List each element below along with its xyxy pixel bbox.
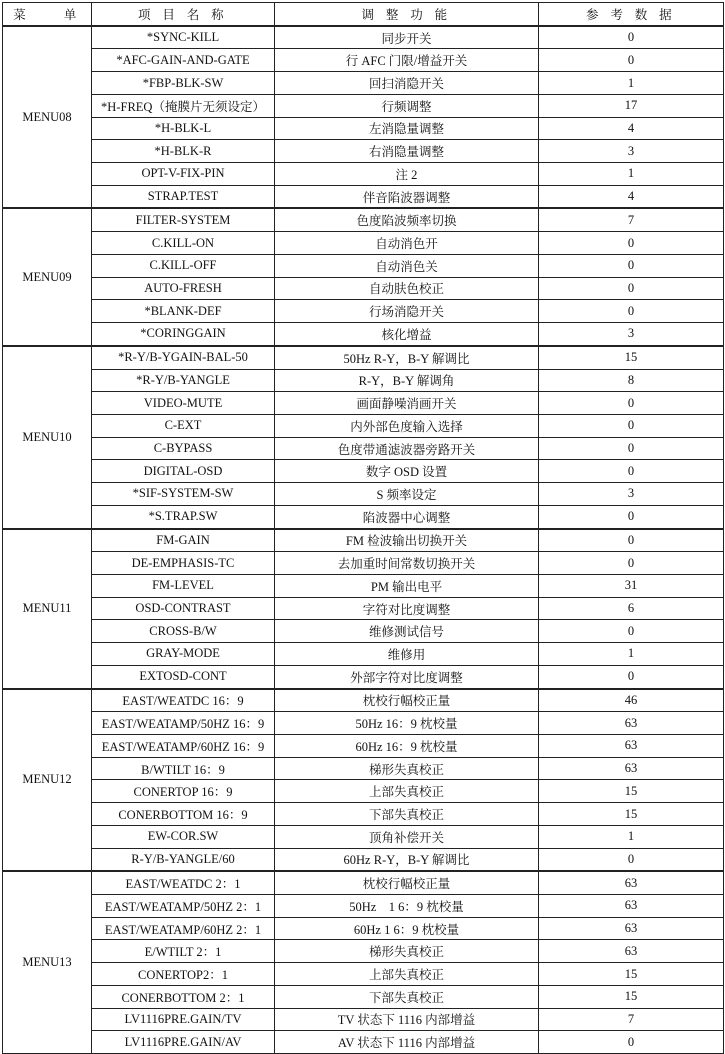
table-row	[3, 49, 724, 72]
item-name-cell: *SIF-SYSTEM-SW	[92, 483, 275, 506]
table-row	[3, 300, 724, 323]
table-row	[3, 940, 724, 963]
reference-value-cell: 0	[539, 277, 724, 300]
function-cell: 外部字符对比度调整	[275, 665, 539, 688]
item-name-cell: CONERBOTTOM 16：9	[92, 803, 275, 826]
item-name-cell: *S.TRAP.SW	[92, 505, 275, 528]
reference-value-cell: 63	[539, 757, 724, 780]
reference-value-cell: 7	[539, 208, 724, 231]
item-name-cell: LV1116PRE.GAIN/TV	[92, 1008, 275, 1031]
item-name-cell: STRAP.TEST	[92, 185, 275, 208]
item-name-cell: EAST/WEATAMP/60HZ 2：1	[92, 917, 275, 940]
reference-value-cell: 63	[539, 917, 724, 940]
item-name-cell: GRAY-MODE	[92, 643, 275, 666]
function-cell: 画面静噪消画开关	[275, 392, 539, 415]
reference-value-cell: 4	[539, 185, 724, 208]
item-name-cell: C.KILL-OFF	[92, 254, 275, 277]
menu-cell: MENU09	[3, 208, 92, 345]
header-function: 调 整 功 能	[275, 3, 539, 26]
function-cell: 维修测试信号	[275, 620, 539, 643]
reference-value-cell: 4	[539, 117, 724, 140]
menu-cell: MENU10	[3, 346, 92, 529]
reference-value-cell: 8	[539, 369, 724, 392]
function-cell: 陷波器中心调整	[275, 505, 539, 528]
reference-value-cell: 0	[539, 505, 724, 528]
table-row	[3, 94, 724, 117]
header-reference-value: 参 考 数 据	[539, 3, 724, 26]
table-row	[3, 117, 724, 140]
function-cell: 回扫消隐开关	[275, 72, 539, 95]
function-cell: 核化增益	[275, 323, 539, 346]
function-cell: FM 检波输出切换开关	[275, 529, 539, 552]
reference-value-cell: 0	[539, 232, 724, 255]
table-row	[3, 574, 724, 597]
function-cell: S 频率设定	[275, 483, 539, 506]
table-row	[3, 1008, 724, 1031]
function-cell: 维修用	[275, 643, 539, 666]
function-cell: 60Hz 1 6：9 枕校量	[275, 917, 539, 940]
function-cell: 下部失真校正	[275, 985, 539, 1008]
table-row	[3, 392, 724, 415]
reference-value-cell: 15	[539, 780, 724, 803]
reference-value-cell: 63	[539, 871, 724, 894]
function-cell: 50Hz 16：9 枕校量	[275, 712, 539, 735]
reference-value-cell: 0	[539, 529, 724, 552]
menu-settings-table	[2, 2, 724, 1054]
item-name-cell: *R-Y/B-YGAIN-BAL-50	[92, 346, 275, 369]
function-cell: 自动消色开	[275, 232, 539, 255]
reference-value-cell: 3	[539, 140, 724, 163]
function-cell: 注 2	[275, 163, 539, 186]
table-row	[3, 185, 724, 208]
function-cell: 左消隐量调整	[275, 117, 539, 140]
table-row	[3, 803, 724, 826]
reference-value-cell: 0	[539, 392, 724, 415]
function-cell: 顶角补偿开关	[275, 825, 539, 848]
item-name-cell: C-BYPASS	[92, 437, 275, 460]
table-body	[3, 26, 724, 1054]
reference-value-cell: 0	[539, 552, 724, 575]
table-row	[3, 963, 724, 986]
function-cell: 上部失真校正	[275, 963, 539, 986]
item-name-cell: EXTOSD-CONT	[92, 665, 275, 688]
item-name-cell: EW-COR.SW	[92, 825, 275, 848]
function-cell: 数字 OSD 设置	[275, 460, 539, 483]
item-name-cell: *R-Y/B-YANGLE	[92, 369, 275, 392]
header-menu: 菜 单	[3, 3, 92, 26]
function-cell: 字符对比度调整	[275, 597, 539, 620]
reference-value-cell: 0	[539, 665, 724, 688]
reference-value-cell: 3	[539, 323, 724, 346]
item-name-cell: *BLANK-DEF	[92, 300, 275, 323]
function-cell: 同步开关	[275, 26, 539, 49]
item-name-cell: EAST/WEATDC 16：9	[92, 689, 275, 712]
function-cell: 60Hz R-Y，B-Y 解调比	[275, 848, 539, 871]
table-row	[3, 140, 724, 163]
table-header	[3, 3, 724, 26]
function-cell: 去加重时间常数切换开关	[275, 552, 539, 575]
function-cell: 行场消隐开关	[275, 300, 539, 323]
item-name-cell: *H-FREQ（掩膜片无须设定）	[92, 94, 275, 117]
function-cell: PM 输出电平	[275, 574, 539, 597]
item-name-cell: EAST/WEATDC 2：1	[92, 871, 275, 894]
function-cell: 伴音陷波器调整	[275, 185, 539, 208]
table-row	[3, 848, 724, 871]
table-row	[3, 735, 724, 758]
item-name-cell: FILTER-SYSTEM	[92, 208, 275, 231]
table-row	[3, 323, 724, 346]
item-name-cell: OSD-CONTRAST	[92, 597, 275, 620]
table-row	[3, 72, 724, 95]
table-row	[3, 163, 724, 186]
reference-value-cell: 0	[539, 49, 724, 72]
item-name-cell: *SYNC-KILL	[92, 26, 275, 49]
table-row	[3, 346, 724, 369]
reference-value-cell: 6	[539, 597, 724, 620]
item-name-cell: CONERTOP 16：9	[92, 780, 275, 803]
item-name-cell: R-Y/B-YANGLE/60	[92, 848, 275, 871]
reference-value-cell: 7	[539, 1008, 724, 1031]
table-row	[3, 483, 724, 506]
item-name-cell: OPT-V-FIX-PIN	[92, 163, 275, 186]
function-cell: 枕校行幅校正量	[275, 871, 539, 894]
function-cell: 50Hz 1 6：9 枕校量	[275, 895, 539, 918]
function-cell: AV 状态下 1116 内部增益	[275, 1031, 539, 1054]
item-name-cell: VIDEO-MUTE	[92, 392, 275, 415]
item-name-cell: CONERTOP2：1	[92, 963, 275, 986]
table-row	[3, 689, 724, 712]
reference-value-cell: 63	[539, 735, 724, 758]
item-name-cell: FM-GAIN	[92, 529, 275, 552]
table-row	[3, 505, 724, 528]
table-row	[3, 620, 724, 643]
reference-value-cell: 0	[539, 26, 724, 49]
item-name-cell: LV1116PRE.GAIN/AV	[92, 1031, 275, 1054]
reference-value-cell: 46	[539, 689, 724, 712]
table-row	[3, 895, 724, 918]
reference-value-cell: 1	[539, 825, 724, 848]
item-name-cell: *H-BLK-R	[92, 140, 275, 163]
reference-value-cell: 0	[539, 1031, 724, 1054]
reference-value-cell: 1	[539, 643, 724, 666]
function-cell: 梯形失真校正	[275, 940, 539, 963]
reference-value-cell: 1	[539, 72, 724, 95]
reference-value-cell: 31	[539, 574, 724, 597]
item-name-cell: AUTO-FRESH	[92, 277, 275, 300]
reference-value-cell: 3	[539, 483, 724, 506]
item-name-cell: *FBP-BLK-SW	[92, 72, 275, 95]
table-row	[3, 597, 724, 620]
item-name-cell: CROSS-B/W	[92, 620, 275, 643]
function-cell: 梯形失真校正	[275, 757, 539, 780]
table-row	[3, 26, 724, 49]
function-cell: 枕校行幅校正量	[275, 689, 539, 712]
reference-value-cell: 15	[539, 803, 724, 826]
table-row	[3, 414, 724, 437]
item-name-cell: *H-BLK-L	[92, 117, 275, 140]
reference-value-cell: 15	[539, 985, 724, 1008]
table-row	[3, 529, 724, 552]
reference-value-cell: 0	[539, 848, 724, 871]
table-row	[3, 254, 724, 277]
reference-value-cell: 0	[539, 300, 724, 323]
item-name-cell: DE-EMPHASIS-TC	[92, 552, 275, 575]
menu-cell: MENU13	[3, 871, 92, 1053]
item-name-cell: CONERBOTTOM 2：1	[92, 985, 275, 1008]
reference-value-cell: 0	[539, 414, 724, 437]
menu-cell: MENU11	[3, 529, 92, 689]
table-row	[3, 208, 724, 231]
table-row	[3, 460, 724, 483]
function-cell: 60Hz 16：9 枕校量	[275, 735, 539, 758]
reference-value-cell: 0	[539, 620, 724, 643]
function-cell: 自动肤色校正	[275, 277, 539, 300]
reference-value-cell: 0	[539, 437, 724, 460]
function-cell: 上部失真校正	[275, 780, 539, 803]
table-row	[3, 552, 724, 575]
function-cell: TV 状态下 1116 内部增益	[275, 1008, 539, 1031]
item-name-cell: C-EXT	[92, 414, 275, 437]
function-cell: 内外部色度输入选择	[275, 414, 539, 437]
function-cell: 行频调整	[275, 94, 539, 117]
table-row	[3, 665, 724, 688]
item-name-cell: DIGITAL-OSD	[92, 460, 275, 483]
item-name-cell: EAST/WEATAMP/50HZ 16：9	[92, 712, 275, 735]
table-row	[3, 871, 724, 894]
reference-value-cell: 63	[539, 712, 724, 735]
menu-cell: MENU08	[3, 26, 92, 209]
reference-value-cell: 1	[539, 163, 724, 186]
table-row	[3, 277, 724, 300]
function-cell: R-Y，B-Y 解调角	[275, 369, 539, 392]
item-name-cell: *AFC-GAIN-AND-GATE	[92, 49, 275, 72]
function-cell: 50Hz R-Y，B-Y 解调比	[275, 346, 539, 369]
item-name-cell: FM-LEVEL	[92, 574, 275, 597]
reference-value-cell: 0	[539, 254, 724, 277]
reference-value-cell: 0	[539, 460, 724, 483]
table-row	[3, 643, 724, 666]
table-row	[3, 825, 724, 848]
reference-value-cell: 63	[539, 940, 724, 963]
item-name-cell: *CORINGGAIN	[92, 323, 275, 346]
function-cell: 行 AFC 门限/增益开关	[275, 49, 539, 72]
table-row	[3, 369, 724, 392]
reference-value-cell: 15	[539, 963, 724, 986]
table-row	[3, 232, 724, 255]
function-cell: 右消隐量调整	[275, 140, 539, 163]
item-name-cell: EAST/WEATAMP/50HZ 2：1	[92, 895, 275, 918]
reference-value-cell: 17	[539, 94, 724, 117]
item-name-cell: EAST/WEATAMP/60HZ 16：9	[92, 735, 275, 758]
item-name-cell: B/WTILT 16：9	[92, 757, 275, 780]
table-row	[3, 985, 724, 1008]
header-row	[3, 3, 724, 26]
menu-cell: MENU12	[3, 689, 92, 872]
header-item-name: 项 目 名 称	[92, 3, 275, 26]
function-cell: 下部失真校正	[275, 803, 539, 826]
table-row	[3, 780, 724, 803]
function-cell: 自动消色关	[275, 254, 539, 277]
table-row	[3, 757, 724, 780]
table-row	[3, 437, 724, 460]
reference-value-cell: 15	[539, 346, 724, 369]
item-name-cell: E/WTILT 2：1	[92, 940, 275, 963]
table-row	[3, 1031, 724, 1054]
table-row	[3, 917, 724, 940]
item-name-cell: C.KILL-ON	[92, 232, 275, 255]
function-cell: 色度带通滤波器旁路开关	[275, 437, 539, 460]
function-cell: 色度陷波频率切换	[275, 208, 539, 231]
reference-value-cell: 63	[539, 895, 724, 918]
table-row	[3, 712, 724, 735]
